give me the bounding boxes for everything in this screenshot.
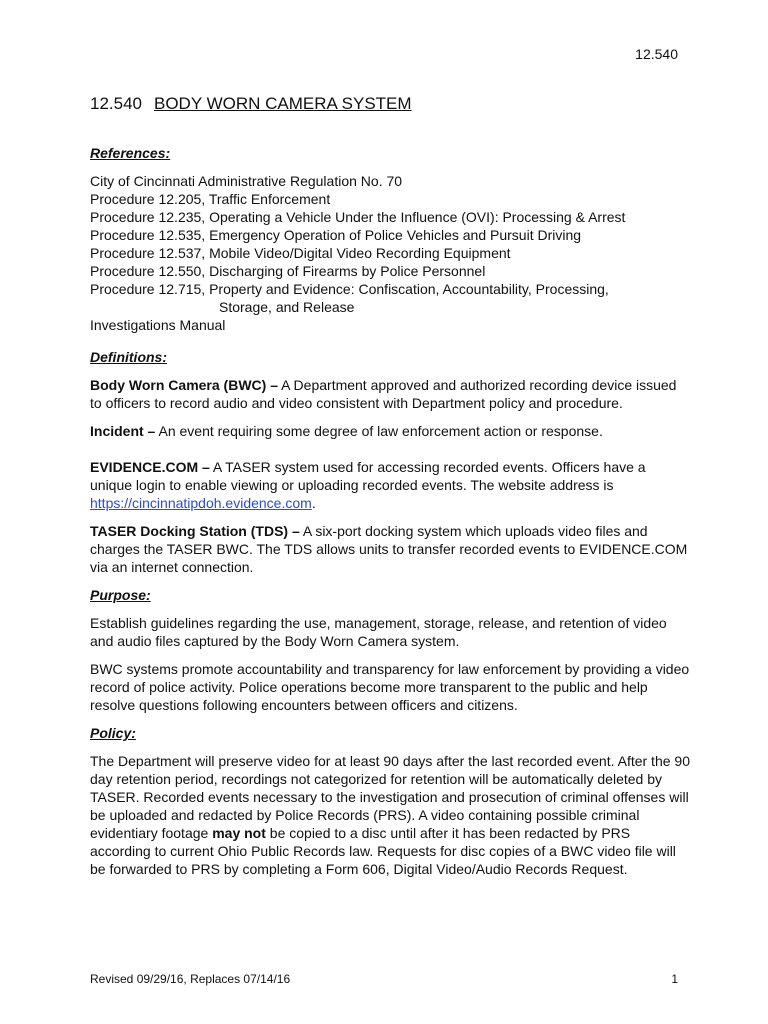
reference-item: Investigations Manual (90, 317, 226, 333)
definition-evidence (90, 458, 690, 512)
definitions-heading: Definitions: (90, 349, 167, 365)
policy-text-end: be copied to a disc until after it has been redacted by PRS according to current Ohio Public Records law. Requests for disc copies of a BWC video file will be forwarded to PRS by completing a Form 606, Digital Video/Audio Records Request. (90, 825, 676, 877)
page-title (90, 94, 412, 114)
title-text: BODY WORN CAMERA SYSTEM (154, 94, 412, 113)
header-doc-number: 12.540 (635, 46, 678, 62)
purpose-paragraph: BWC systems promote accountability and transparency for law enforcement by providing a video record of police activity. Police operations become more transparent to the public and help resolve questions following encounters between officers and citizens. (90, 661, 690, 713)
definition-term: EVIDENCE.COM – (90, 459, 210, 475)
reference-item: Procedure 12.537, Mobile Video/Digital Video Recording Equipment (90, 245, 511, 261)
definition-text: A Department approved and authorized recording device issued to officers to record audio and video consistent with Department policy and procedure. (90, 377, 677, 411)
definition-term: Body Worn Camera (BWC) – (90, 377, 278, 393)
footer-revision: Revised 09/29/16, Replaces 07/14/16 (90, 972, 291, 986)
reference-item: Procedure 12.550, Discharging of Firearms by Police Personnel (90, 263, 486, 279)
definition-text-end: . (311, 495, 316, 511)
policy-text: The Department will preserve video for at least 90 days after the last recorded event. After the 90 day retention period, recordings not categorized for retention will be automatically deleted by TASER. Recorded events necessary to the investigation and prosecution of criminal offenses will be uploaded and redacted by Police Records (PRS). A video containing possible criminal evidentiary footage (90, 753, 690, 841)
policy-heading: Policy: (90, 725, 136, 741)
title-number: 12.540 (90, 94, 142, 113)
definition-incident (90, 422, 690, 440)
reference-item-continuation: Storage, and Release (219, 299, 355, 315)
reference-item: Procedure 12.235, Operating a Vehicle Under the Influence (OVI): Processing & Arrest (90, 209, 626, 225)
definitions-section (90, 348, 690, 576)
definition-term: Incident – (90, 423, 156, 439)
definition-text: An event requiring some degree of law enforcement action or response. (155, 423, 603, 439)
purpose-section (90, 586, 690, 714)
references-list (90, 172, 690, 334)
definition-bwc (90, 376, 690, 412)
references-heading: References: (90, 145, 171, 161)
definition-text: A TASER system used for accessing recorded events. Officers have a unique login to enable viewing or uploading recorded events. The website address is (90, 459, 646, 493)
reference-item: Procedure 12.205, Traffic Enforcement (90, 191, 331, 207)
definition-tds (90, 522, 690, 576)
policy-paragraph (90, 752, 690, 878)
reference-item: Procedure 12.535, Emergency Operation of Police Vehicles and Pursuit Driving (90, 227, 582, 243)
policy-emphasis: may not (212, 825, 266, 841)
policy-section (90, 724, 690, 878)
footer-page-number: 1 (671, 972, 678, 986)
reference-item: Procedure 12.715, Property and Evidence: Confiscation, Accountability, Processing, (90, 281, 609, 297)
document-body (90, 144, 690, 888)
purpose-paragraph: Establish guidelines regarding the use, management, storage, release, and retention of video and audio files captured by the Body Worn Camera system. (90, 615, 667, 649)
definition-term: TASER Docking Station (TDS) – (90, 523, 300, 539)
references-section (90, 144, 690, 334)
reference-item: City of Cincinnati Administrative Regulation No. 70 (90, 173, 403, 189)
evidence-website-link[interactable]: https://cincinnatipdoh.evidence.com (90, 495, 312, 511)
purpose-heading: Purpose: (90, 587, 151, 603)
definition-text: A six-port docking system which uploads video files and charges the TASER BWC. The TDS allows units to transfer recorded events to EVIDENCE.COM via an internet connection. (90, 523, 688, 575)
